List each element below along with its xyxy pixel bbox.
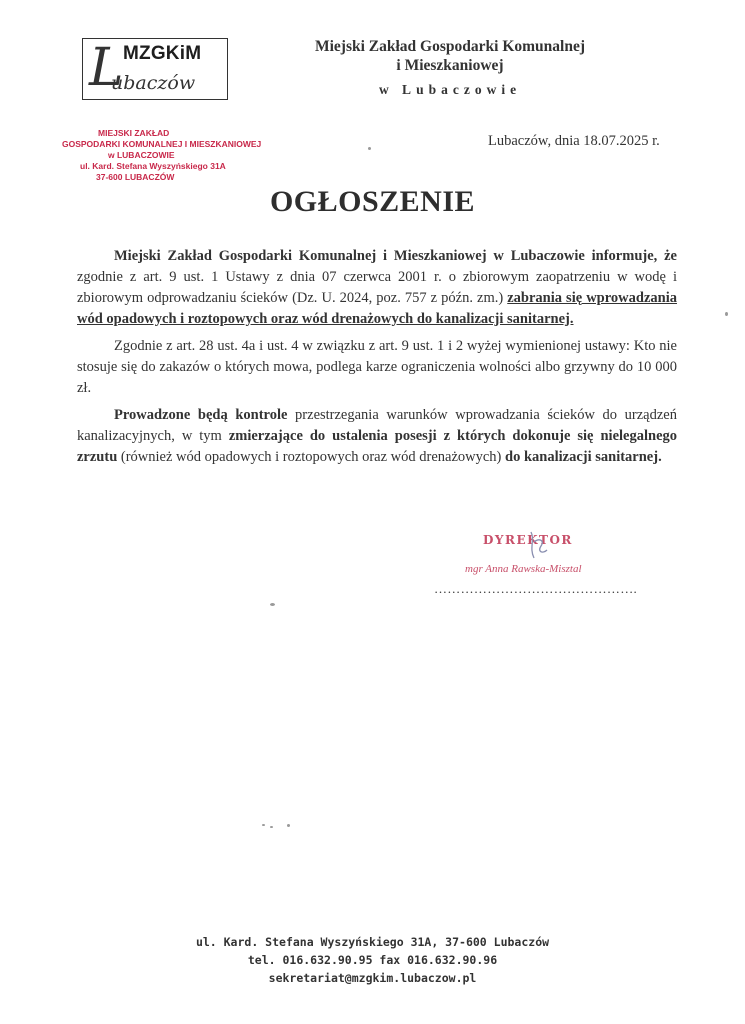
paragraph-1 <box>77 246 677 330</box>
paragraph-1-intro: Miejski Zakład Gospodarki Komunalnej i Mieszkaniowej w Lubaczowie informuje, że <box>114 248 677 264</box>
handwritten-signature <box>525 528 553 562</box>
paragraph-3-text-2: (również wód opadowych i roztopowych oraz wód drenażowych) <box>117 449 506 465</box>
paragraph-1-prohibition: zabrania się wprowadzania wód opadowych i roztopowych oraz wód drenażowych do kanalizacji sanitarnej. <box>77 290 677 327</box>
scan-speck <box>368 147 371 150</box>
logo-name: MZGKiM <box>123 43 202 64</box>
signature-name: mgr Anna Rawska-Misztal <box>465 563 582 575</box>
paragraph-3 <box>77 405 677 468</box>
scan-speck <box>287 824 290 827</box>
logo-initial: L <box>89 38 124 98</box>
document-title: OGŁOSZENIE <box>269 185 476 218</box>
company-logo <box>82 38 228 100</box>
paragraph-1-text: zgodnie z art. 9 ust. 1 Ustawy z dnia 07 czerwca 2001 r. o zbiorowym zaopatrzeniu w wodę i zbiorowym odprowadzaniu ścieków (Dz. U. 2024, poz. 757 z późn. zm.) <box>77 269 677 306</box>
footer-email: sekretariat@mzgkim.lubaczow.pl <box>268 971 477 985</box>
stamp-line-1: MIEJSKI ZAKŁAD <box>98 128 170 138</box>
paragraph-3-text-1: przestrzegania warunków wprowadzania ścieków do urządzeń kanalizacyjnych, w tym <box>77 407 677 444</box>
scan-speck <box>262 824 265 826</box>
footer-phone: tel. 016.632.90.95 fax 016.632.90.96 <box>247 953 498 967</box>
header-line-3: w Lubaczowie <box>378 82 522 97</box>
paragraph-3-bold-1: Prowadzone będą kontrole <box>114 407 288 423</box>
scan-speck <box>270 826 273 828</box>
logo-city: ubaczów <box>111 72 196 94</box>
stamp-line-5: 37-600 LUBACZÓW <box>96 172 175 182</box>
paragraph-3-bold-3: do kanalizacji sanitarnej. <box>505 449 662 465</box>
signature-title: DYREKTOR <box>483 533 573 547</box>
signature-line: ………………………………………. <box>434 581 638 596</box>
stamp-line-2: GOSPODARKI KOMUNALNEJ I MIESZKANIOWEJ <box>62 139 262 149</box>
header-line-1: Miejski Zakład Gospodarki Komunalnej <box>314 38 585 55</box>
scan-speck <box>725 312 728 316</box>
paragraph-3-bold-2: zmierzające do ustalenia posesji z których dokonuje się nielegalnego zrzutu <box>77 428 678 465</box>
footer-address: ul. Kard. Stefana Wyszyńskiego 31A, 37-600 Lubaczów <box>195 935 550 949</box>
document-date: Lubaczów, dnia 18.07.2025 r. <box>488 133 660 149</box>
document-body <box>77 246 677 468</box>
header-line-2: i Mieszkaniowej <box>396 57 504 74</box>
stamp-line-4: ul. Kard. Stefana Wyszyńskiego 31A <box>80 161 226 171</box>
paragraph-2: Zgodnie z art. 28 ust. 4a i ust. 4 w związku z art. 9 ust. 1 i 2 wyżej wymienionej ustawy: Kto nie stosuje się do zakazów o których mowa, podlega karze ograniczenia wolności albo grzywny do 10 000 zł. <box>77 338 677 396</box>
stamp-line-3: w LUBACZOWIE <box>108 150 175 160</box>
scan-speck <box>270 603 275 606</box>
